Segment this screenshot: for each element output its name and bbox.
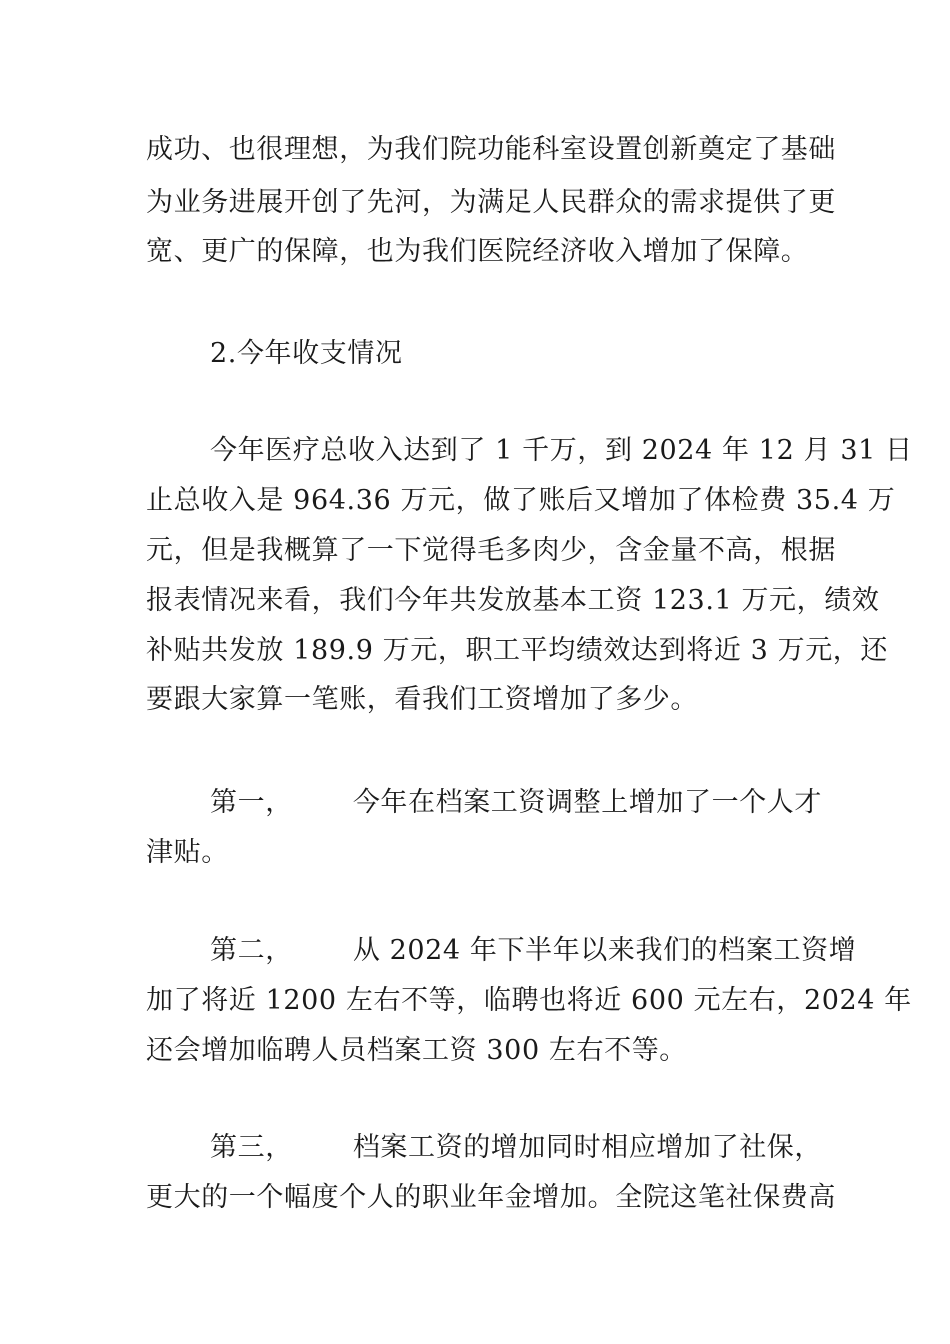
point-three-line-1 [210, 1130, 822, 1166]
intro-line-1: 成功、也很理想，为我们院功能科室设置创新奠定了基础 [146, 134, 836, 165]
point-one-text: 今年在档案工资调整上增加了一个人才 [352, 787, 823, 818]
income-line-3: 元，但是我概算了一下觉得毛多肉少，含金量不高，根据 [146, 535, 836, 566]
point-two-label: 第二， [210, 935, 293, 966]
point-two-line-1 [210, 933, 856, 969]
section-heading: 2.今年收支情况 [210, 338, 403, 369]
point-two-text: 从 2024 年下半年以来我们的档案工资增 [352, 935, 857, 966]
income-line-6: 要跟大家算一笔账，看我们工资增加了多少。 [146, 684, 698, 715]
point-one-line-1 [210, 785, 822, 821]
intro-line-3: 宽、更广的保障，也为我们医院经济收入增加了保障。 [146, 236, 809, 267]
point-three-line-2: 更大的一个幅度个人的职业年金增加。全院这笔社保费高 [146, 1182, 836, 1213]
point-two-line-2: 加了将近 1200 左右不等，临聘也将近 600 元左右，2024 年 [146, 985, 912, 1016]
intro-line-2: 为业务进展开创了先河，为满足人民群众的需求提供了更 [146, 187, 836, 218]
point-three-text: 档案工资的增加同时相应增加了社保， [352, 1132, 823, 1163]
income-line-2: 止总收入是 964.36 万元，做了账后又增加了体检费 35.4 万 [146, 485, 896, 516]
income-line-1: 今年医疗总收入达到了 1 千万，到 2024 年 12 月 31 日 [210, 435, 913, 466]
point-one-line-2: 津贴。 [146, 837, 229, 868]
point-one-label: 第一， [210, 787, 293, 818]
income-line-5: 补贴共发放 189.9 万元，职工平均绩效达到将近 3 万元，还 [146, 635, 889, 666]
income-line-4: 报表情况来看，我们今年共发放基本工资 123.1 万元，绩效 [146, 585, 880, 616]
point-three-label: 第三， [210, 1132, 293, 1163]
point-two-line-3: 还会增加临聘人员档案工资 300 左右不等。 [146, 1035, 687, 1066]
